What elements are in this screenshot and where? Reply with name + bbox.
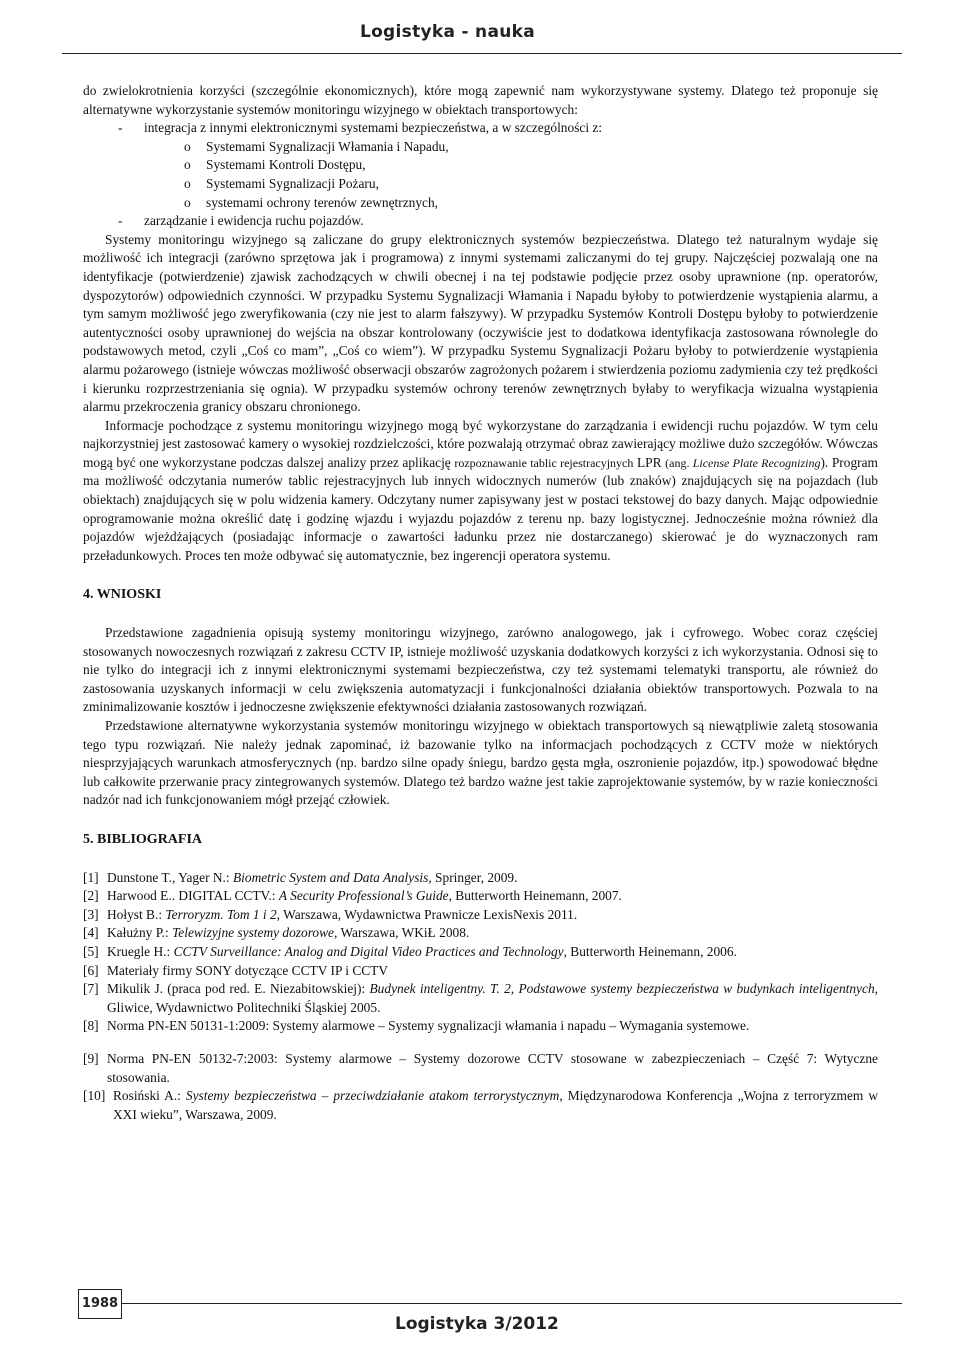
bibliography-item: [6] Materiały firmy SONY dotyczące CCTV IP i CCTV <box>83 962 389 978</box>
body-paragraph: Przedstawione alternatywne wykorzystania systemów monitoringu wizyjnego w obiektach transportowych są niewątpliwie zaletą stosowania tego typu rozwiązań. Nie należy jednak zapominać, iż bazowanie tylko na informacjach pochodzących z CCTV może w niektórych niesprzyjających warunkach atmosferycznych (np. bardzo silne opady śniegu, bardzo gęsta mgła, oszronienie pojazdów, itp.) spowodować błędne lub całkowite przerwanie pracy zintegrowanych systemów. Dlatego też bardzo ważne jest takie zaprojektowanie systemów, by w razie konieczności nadzór nad ich funkcjonowaniem mógł przejąć człowiek. <box>83 718 878 808</box>
body-paragraph: Systemy monitoringu wizyjnego są zaliczane do grupy elektronicznych systemów bezpieczeństwa. Dlatego też naturalnym wydaje się możliwość ich integracji (zarówno sprzętowa jak i programowa) z innymi systemami zaliczanymi do tej grupy. Najczęściej pozwalają one na identyfikacje (potwierdzenie) zjawisk zachodzących w chwili obecnej i na tej podstawie podjęcie przez osoby uprawnione (np. operatorów, dyspozytorów) odpowiednich czynności. W przypadku Systemu Sygnalizacji Włamania i Napadu byłoby to potwierdzenie wystąpienia alarmu, a tym samym możliwość jego zweryfikowania (czy nie jest to alarm fałszywy). W przypadku Systemów Kontroli Dostępu byłoby to potwierdzenie autentyczności osoby uprawnionej do wejścia na obszar kontrolowany (oczywiście jest to dodatkowa identyfikacja zastosowana równolegle do podstawowych metod, czyli „Coś co mam”, „Coś co wiem”). W przypadku Systemu Sygnalizacji Pożaru byłoby to potwierdzenie wystąpienia alarmu pożarowego (istnieje wówczas możliwość obserwacji obszarów zagrożonych pożarem i stwierdzenia poziomu zadymienia czy też prędkości i kierunku rozprzestrzeniania się ognia). W przypadku systemów ochrony terenów zewnętrznych byłaby to weryfikacja wizualna wystąpienia alarmu przekroczenia granicy obszaru chronionego. <box>83 231 878 415</box>
section-heading-wnioski: 4. WNIOSKI <box>83 587 162 603</box>
bibliography-list <box>83 869 878 1125</box>
list-item-text: zarządzanie i ewidencja ruchu pojazdów. <box>144 213 364 229</box>
journal-header-title: Logistyka - nauka <box>359 22 535 42</box>
bibliography-item: [8] Norma PN-EN 50131-1:2009: Systemy alarmowe – Systemy sygnalizacji włamania i napadu – Wymagania systemowe. <box>83 1018 750 1034</box>
bibliography-item: [3] Hołyst B.: Terroryzm. Tom 1 i 2, Warszawa, Wydawnictwa Prawnicze LexisNexis 2011. <box>83 906 578 922</box>
list-item: - integracja z innymi elektronicznymi systemami bezpieczeństwa, a w szczególności z: <box>118 120 603 136</box>
sub-list-item: o Systemami Sygnalizacji Włamania i Napadu, <box>184 138 449 154</box>
article-body <box>83 82 878 1124</box>
bibliography-item: [9] Norma PN-EN 50132-7:2003: Systemy alarmowe – Systemy dozorowe CCTV stosowane w zabezpieczeniach – Część 7: Wytyczne stosowania. <box>83 1050 878 1085</box>
bibliography-item: [7] Mikulik J. (praca pod red. E. Niezabitowskiej): Budynek inteligentny. T. 2, Podstawowe systemy bezpieczeństwa w budynkach inteligentnych, Gliwice, Wydawnictwo Politechniki Śląskiej 2005. <box>83 981 878 1015</box>
sub-list-item: o systemami ochrony terenów zewnętrznych, <box>184 194 439 210</box>
page-number: 1988 <box>78 1289 122 1319</box>
bibliography-item: [10] Rosiński A.: Systemy bezpieczeństwa – przeciwdziałanie atakom terrorystycznym, Międzynarodowa Konferencja „Wojna z terroryzmem w XXI wieku”, Warszawa, 2009. <box>83 1088 878 1122</box>
intro-paragraph: do zwielokrotnienia korzyści (szczególnie ekonomicznych), które mogą zapewnić nam wykorzystywane systemy. Dlatego też proponuje się alternatywne wykorzystanie systemów monitoringu wizyjnego w obiektach transportowych: <box>83 83 878 117</box>
header-divider <box>62 53 902 54</box>
journal-footer-title: Logistyka 3/2012 <box>395 1314 559 1334</box>
bibliography-item: [4] Kałużny P.: Telewizyjne systemy dozorowe, Warszawa, WKiŁ 2008. <box>83 925 470 941</box>
sub-list-item: o Systemami Kontroli Dostępu, <box>184 157 366 173</box>
list-item-text: integracja z innymi elektronicznymi systemami bezpieczeństwa, a w szczególności z: <box>144 120 603 136</box>
bibliography-item: [2] Harwood E.. DIGITAL CCTV.: A Security Professional’s Guide, Butterworth Heinemann, 2007. <box>83 888 622 904</box>
body-paragraph: Informacje pochodzące z systemu monitoringu wizyjnego mogą być wykorzystane do zarządzania i ewidencji ruchu pojazdów. W tym celu najkorzystniej jest zastosować kamery o wysokiej rozdzielczości, które pozwalają otrzymać obraz zawierający możliwe dużo szczegółów. Wówczas mogą być one wykorzystane podczas dalszej analizy przez aplikację rozpoznawanie tablic rejestracyjnych LPR (ang. License Plate Recognizing). Program ma możliwość odczytania numerów tablic rejestracyjnych lub innych widocznych numerów (lub znaków) znajdujących się na pojazdach (lub obiektach) znajdujących się w polu widzenia kamery. Odczytany numer zapisywany jest w postaci tekstowej do bazy danych. Mając odpowiednie oprogramowanie można określić datę i godzinę wjazdu i wyjazdu pojazdów z terenu np. bazy logistycznej. Jednocześnie można również dla pojazdów wjeżdżających (posiadając informacje o zawartości ładunku przez nie dostarczanego) skierować je do wyznaczonych ram przeładunkowych. Proces ten może odbywać się automatycznie, bez ingerencji operatora systemu. <box>83 417 878 563</box>
bibliography-item: [5] Kruegle H.: CCTV Surveillance: Analog and Digital Video Practices and Technology, Butterworth Heinemann, 2006. <box>83 943 737 959</box>
sub-list-item: o Systemami Sygnalizacji Pożaru, <box>184 175 379 191</box>
section-heading-bibliografia: 5. BIBLIOGRAFIA <box>83 831 203 847</box>
footer-divider <box>122 1303 902 1304</box>
list-item: - zarządzanie i ewidencja ruchu pojazdów. <box>118 213 364 229</box>
body-paragraph: Przedstawione zagadnienia opisują systemy monitoringu wizyjnego, zarówno analogowego, jak i cyfrowego. Wobec coraz częściej stosowanych nowoczesnych rozwiązań z zakresu CCTV IP, istnieje możliwość uzyskania dodatkowych korzyści z ich wykorzystania. Odnosi się to nie tylko do integracji ich z innymi elektronicznymi systemami bezpieczeństwa, czy też systemami telematyki transportu, ale również do zastosowania uzyskanych informacji w celu zwiększenia automatyzacji i funkcjonalności działania obiektów transportowych. Pozwala to na zminimalizowanie kosztów i jednoczesne zwiększenie efektywności działania zastosowanych rozwiązań. <box>83 625 878 715</box>
bibliography-item: [1] Dunstone T., Yager N.: Biometric System and Data Analysis, Springer, 2009. <box>83 869 518 885</box>
